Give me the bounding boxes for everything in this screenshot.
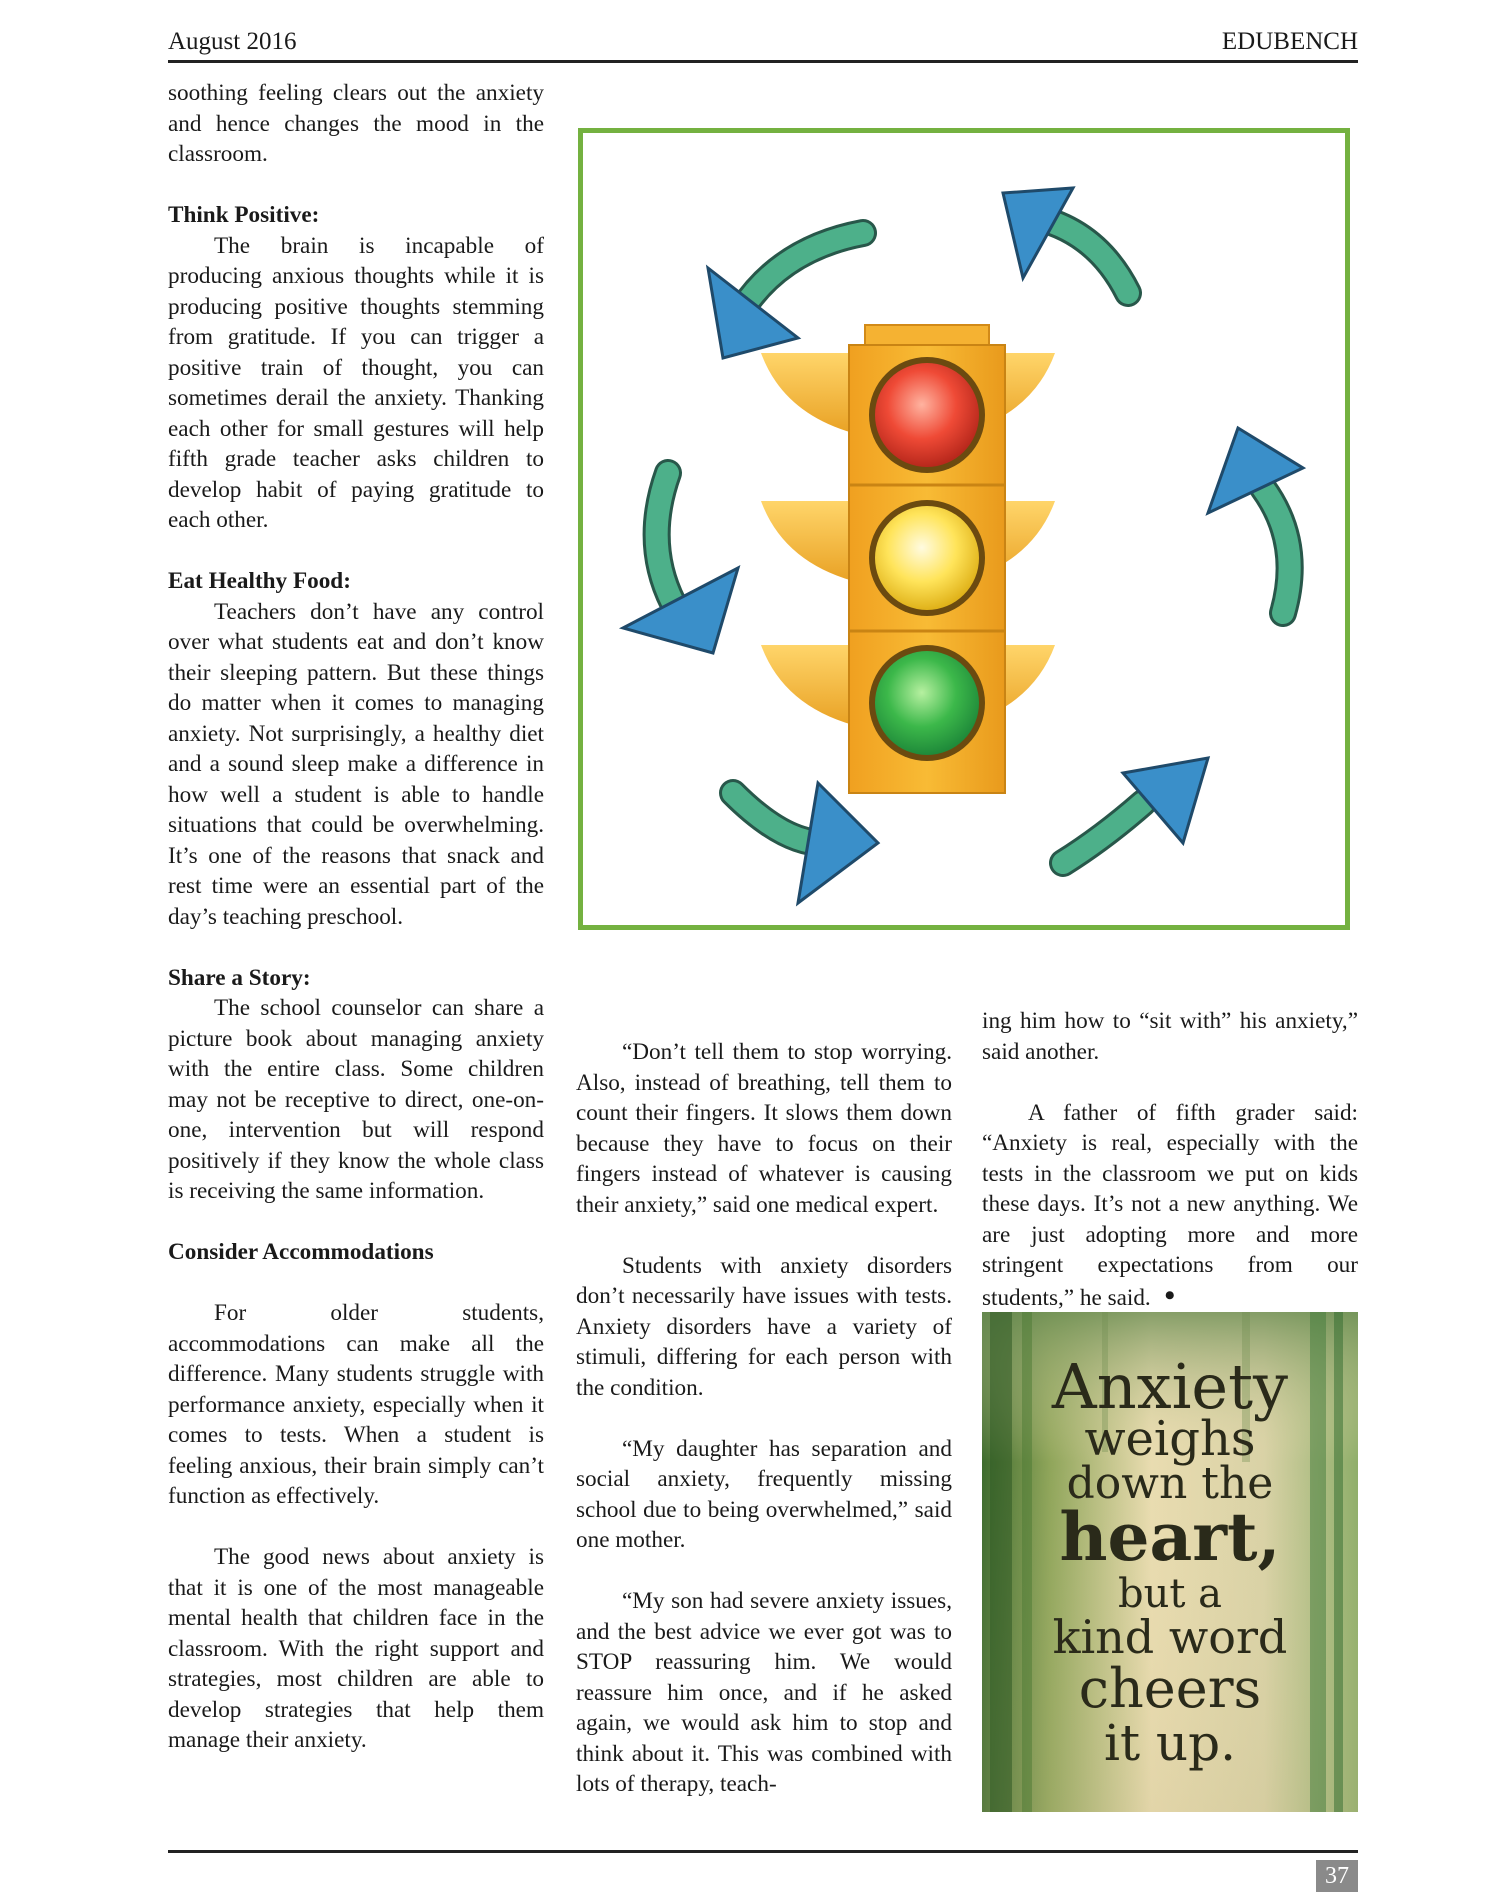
header-rule	[168, 60, 1358, 63]
article-column-2	[576, 1037, 952, 1800]
arrow-bottom-right-icon	[1063, 758, 1208, 863]
paragraph-sit-with: ing him how to “sit with” his anxiety,” said another.	[982, 1008, 1358, 1065]
arrow-bottom-left-icon	[733, 783, 878, 903]
article-column-1	[168, 78, 544, 1756]
article-column-3	[982, 1006, 1358, 1313]
paragraph-closing: The good news about anxiety is that it is one of the most manageable mental health that children face in the classroom. With the right support and strategies, most children are able to develop strategies that help them manage their anxiety.	[168, 1544, 544, 1753]
quote-line-3: down the	[1066, 1458, 1274, 1509]
traffic-light-figure	[578, 128, 1350, 930]
paragraph-father	[982, 1098, 1358, 1314]
quote-line-7: cheers	[1078, 1657, 1262, 1720]
paragraph-accommodations: For older students, accommodations can make all the difference. Many students struggle with performance anxiety, especially when it comes to tests. When a student is feeling anxious, their brain simply can’t function as effectively.	[168, 1300, 544, 1509]
heading-think-positive: Think Positive:	[168, 202, 320, 228]
arrow-top-left-icon	[708, 233, 863, 358]
issue-date: August 2016	[168, 28, 297, 55]
paragraph-think-positive: The brain is incapable of producing anxious thoughts while it is producing positive thoughts stemming from gratitude. If you can trigger a positive train of thought, you can sometimes derail the anxiety. Thanking each other for small gestures will help fifth grade teacher asks children to develop habit of paying gratitude to each other.	[168, 232, 544, 533]
paragraph-eat-healthy: Teachers don’t have any control over what students eat and don’t know their sleeping pattern. But these things do matter when it comes to managing anxiety. Not surprisingly, a healthy diet and a sound sleep make a difference in how well a student is able to handle situations that could be overwhelming. It’s one of the reasons that snack and rest time were an essential part of the day’s teaching preschool.	[168, 598, 544, 930]
footer-rule	[168, 1850, 1358, 1853]
publication-name: EDUBENCH	[1221, 28, 1358, 55]
paragraph-anxiety-disorders: Students with anxiety disorders don’t necessarily have issues with tests. Anxiety disorders have a variety of stimuli, differing for each person with the condition.	[576, 1252, 952, 1401]
arrow-top-right-icon	[1003, 188, 1128, 293]
end-mark: •	[1164, 1278, 1176, 1312]
quote-line-8: it up.	[1103, 1714, 1237, 1772]
intro-paragraph: soothing feeling clears out the anxiety and hence changes the mood in the classroom.	[168, 80, 544, 167]
quote-line-5: but a	[1117, 1571, 1222, 1617]
paragraph-son: “My son had severe anxiety issues, and the best advice we ever got was to STOP reassuring him. We would reassure him once, and if he asked again, we would ask him to stop and think about it. This was combined with lots of therapy, teach-	[576, 1588, 952, 1797]
quote-line-1: Anxiety	[1051, 1350, 1289, 1423]
quote-line-4: heart,	[1059, 1498, 1281, 1576]
arrow-right-icon	[1208, 428, 1303, 613]
quote-line-6: kind word	[1052, 1610, 1288, 1664]
traffic-light-illustration	[583, 133, 1345, 925]
heading-accommodations: Consider Accommodations	[168, 1239, 434, 1265]
heading-share-story: Share a Story:	[168, 964, 311, 991]
arrow-left-icon	[623, 473, 738, 653]
heading-eat-healthy: Eat Healthy Food:	[168, 568, 351, 594]
paragraph-share-story: The school counselor can share a picture book about managing anxiety with the entire class. Some children may not be receptive to direct, one-on-one, intervention but will respond positively if they know the whole class is receiving the same information.	[168, 995, 544, 1204]
paragraph-medical-expert: “Don’t tell them to stop worrying. Also, instead of breathing, tell them to count their fingers. It slows them down because they have to focus on their fingers instead of whatever is causing their anxiety,” said one medical expert.	[576, 1039, 952, 1218]
page-number: 37	[1316, 1860, 1358, 1892]
father-quote-text: A father of fifth grader said: “Anxiety is real, especially with the tests in the classroom we put on kids these days. It’s not a new anything. We are just adopting more and more stringent expectations from our students,” he said.	[982, 1099, 1358, 1311]
quote-text	[982, 1312, 1358, 1812]
quote-line-2: weighs	[1084, 1411, 1256, 1467]
paragraph-daughter: “My daughter has separation and social anxiety, frequently missing school due to being overwhelmed,” said one mother.	[576, 1435, 952, 1553]
traffic-light-icon	[761, 325, 1055, 793]
quote-poster-image	[982, 1312, 1358, 1812]
